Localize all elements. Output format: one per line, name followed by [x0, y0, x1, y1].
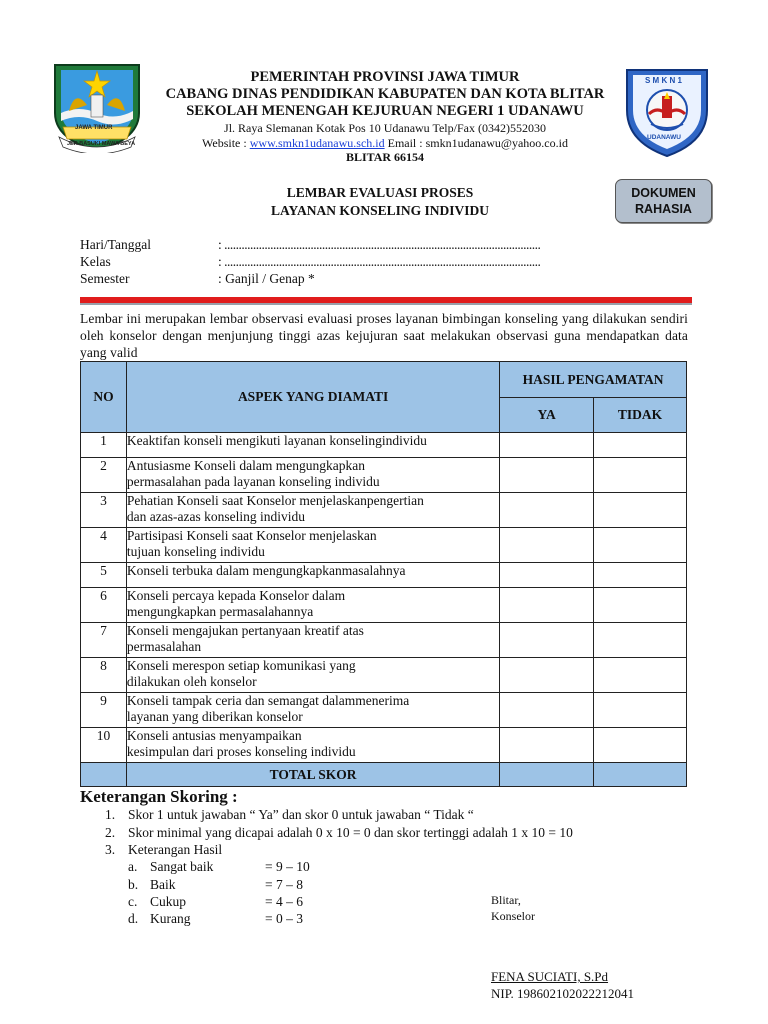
- signature-name: FENA SUCIATI, S.Pd: [491, 969, 609, 984]
- total-empty-no: [81, 763, 127, 787]
- row-aspek: [126, 563, 499, 588]
- hasil-letter-b: b.: [128, 877, 139, 892]
- row-number: 1: [81, 433, 127, 458]
- header-no: NO: [81, 362, 127, 433]
- row-ya-cell[interactable]: [500, 528, 594, 563]
- aspek-line2: tujuan konseling individu: [126, 544, 265, 559]
- header-city: BLITAR 66154: [345, 150, 425, 164]
- field-value-hari-tanggal: : ..............................................................................................................: [218, 237, 541, 252]
- document-title-line2: LAYANAN KONSELING INDIVIDU: [270, 203, 490, 218]
- field-label-kelas: Kelas: [80, 254, 111, 269]
- aspek-line1: Pehatian Konseli saat Konselor menjelaskanpengertian: [126, 493, 424, 508]
- jawa-timur-emblem-logo: [49, 61, 145, 153]
- signature-role: Konselor: [491, 909, 535, 923]
- hasil-label-d: Kurang: [150, 911, 191, 926]
- hasil-label-b: Baik: [150, 877, 176, 892]
- badge-line2: RAHASIA: [635, 202, 692, 216]
- aspek-line2: dan azas-azas konseling individu: [126, 509, 305, 524]
- field-value-semester: : Ganjil / Genap *: [218, 271, 315, 286]
- aspek-line2: permasalahan: [126, 639, 202, 654]
- table-row: [81, 693, 687, 728]
- row-number: 10: [81, 728, 127, 763]
- field-value-kelas: : ..............................................................................................................: [218, 254, 541, 269]
- row-aspek: [126, 528, 499, 563]
- row-ya-cell[interactable]: [500, 693, 594, 728]
- row-ya-cell[interactable]: [500, 728, 594, 763]
- intro-paragraph: Lembar ini merupakan lembar observasi evaluasi proses layanan bimbingan konseling yang dilakukan sendiri oleh konselor dengan menjunjung tinggi azas kejujuran saat melakukan observasi guna mendapatkan data yang valid: [80, 311, 688, 360]
- row-ya-cell[interactable]: [500, 563, 594, 588]
- table-row: [81, 588, 687, 623]
- row-aspek: [126, 623, 499, 658]
- keterangan-num-1: 1.: [105, 807, 116, 822]
- row-number: 3: [81, 493, 127, 528]
- table-row: [81, 658, 687, 693]
- row-aspek: [126, 728, 499, 763]
- evaluation-table: [80, 361, 687, 787]
- signature-place: Blitar,: [491, 893, 521, 907]
- row-tidak-cell[interactable]: [594, 658, 687, 693]
- row-number: 6: [81, 588, 127, 623]
- aspek-line1: Konseli tampak ceria dan semangat dalammenerima: [126, 693, 410, 708]
- aspek-line2: dilakukan oleh konselor: [126, 674, 257, 689]
- aspek-line1: Konseli terbuka dalam mengungkapkanmasalahnya: [126, 563, 406, 578]
- table-row: [81, 728, 687, 763]
- row-number: 7: [81, 623, 127, 658]
- table-row: [81, 458, 687, 493]
- row-aspek: [126, 658, 499, 693]
- keterangan-item-3: Keterangan Hasil: [128, 842, 223, 857]
- hasil-label-a: Sangat baik: [150, 859, 214, 874]
- keterangan-num-3: 3.: [105, 842, 116, 857]
- left-logo-motto-bottom: JER BASUKI MAWA BEYA: [67, 141, 136, 147]
- smkn1-udanawu-logo: [623, 66, 711, 158]
- row-ya-cell[interactable]: [500, 493, 594, 528]
- hasil-range-a: = 9 – 10: [265, 859, 310, 874]
- field-label-hari-tanggal: Hari/Tanggal: [80, 237, 152, 252]
- header-line-province: PEMERINTAH PROVINSI JAWA TIMUR: [250, 69, 520, 85]
- row-aspek: [126, 693, 499, 728]
- hasil-range-b: = 7 – 8: [265, 877, 303, 892]
- row-aspek: [126, 493, 499, 528]
- row-ya-cell[interactable]: [500, 658, 594, 693]
- aspek-line2: kesimpulan dari proses konseling individu: [126, 744, 356, 759]
- header-line-school-name: SEKOLAH MENENGAH KEJURUAN NEGERI 1 UDANAWU: [186, 103, 584, 119]
- total-skor-label: TOTAL SKOR: [126, 763, 499, 787]
- aspek-line1: Konseli antusias menyampaikan: [126, 728, 302, 743]
- header-ya: YA: [500, 398, 594, 433]
- email-text: Email : smkn1udanawu@yahoo.co.id: [384, 136, 568, 150]
- aspek-line2: layanan yang diberikan konselor: [126, 709, 303, 724]
- signature-nip: NIP. 198602102022212041: [491, 986, 635, 1001]
- row-tidak-cell[interactable]: [594, 528, 687, 563]
- aspek-line1: Keaktifan konseli mengikuti layanan konselingindividu: [126, 433, 427, 448]
- row-aspek: [126, 588, 499, 623]
- row-tidak-cell[interactable]: [594, 433, 687, 458]
- header-hasil-pengamatan: HASIL PENGAMATAN: [500, 362, 687, 398]
- row-number: 4: [81, 528, 127, 563]
- total-tidak-cell[interactable]: [594, 763, 687, 787]
- aspek-line1: Konseli merespon setiap komunikasi yang: [126, 658, 356, 673]
- left-logo-motto-top: JAWA TIMUR: [75, 125, 113, 131]
- row-number: 8: [81, 658, 127, 693]
- table-row: [81, 433, 687, 458]
- aspek-line1: Konseli mengajukan pertanyaan kreatif atas: [126, 623, 364, 638]
- row-number: 9: [81, 693, 127, 728]
- row-tidak-cell[interactable]: [594, 563, 687, 588]
- website-link[interactable]: www.smkn1udanawu.sch.id: [249, 136, 385, 150]
- hasil-range-c: = 4 – 6: [265, 894, 303, 909]
- header-contact: [150, 136, 620, 151]
- row-tidak-cell[interactable]: [594, 728, 687, 763]
- row-aspek: [126, 433, 499, 458]
- field-label-semester: Semester: [80, 271, 130, 286]
- table-row: [81, 493, 687, 528]
- aspek-line1: Konseli percaya kepada Konselor dalam: [126, 588, 346, 603]
- row-tidak-cell[interactable]: [594, 493, 687, 528]
- right-logo-text-bottom: UDANAWU: [647, 134, 681, 141]
- hasil-range-d: = 0 – 3: [265, 911, 303, 926]
- row-tidak-cell[interactable]: [594, 623, 687, 658]
- confidential-badge: [615, 179, 712, 223]
- header-aspek: ASPEK YANG DIAMATI: [126, 362, 499, 433]
- right-logo-text-top: S M K N 1: [645, 76, 682, 85]
- hasil-letter-a: a.: [128, 859, 138, 874]
- document-title-line1: LEMBAR EVALUASI PROSES: [286, 185, 474, 200]
- divider-grey: [80, 303, 692, 305]
- row-ya-cell[interactable]: [500, 623, 594, 658]
- table-row: [81, 563, 687, 588]
- row-ya-cell[interactable]: [500, 458, 594, 493]
- aspek-line1: Partisipasi Konseli saat Konselor menjelaskan: [126, 528, 377, 543]
- aspek-line2: permasalahan pada layanan konseling individu: [126, 474, 380, 489]
- website-label: Website :: [202, 136, 250, 150]
- aspek-line2: mengungkapkan permasalahannya: [126, 604, 314, 619]
- row-number: 2: [81, 458, 127, 493]
- keterangan-heading: Keterangan Skoring :: [80, 787, 238, 806]
- header-line-cabang-dinas: CABANG DINAS PENDIDIKAN KABUPATEN DAN KOTA BLITAR: [165, 86, 605, 102]
- table-row: [81, 528, 687, 563]
- row-ya-cell[interactable]: [500, 588, 594, 623]
- keterangan-item-1: Skor 1 untuk jawaban “ Ya” dan skor 0 untuk jawaban “ Tidak “: [128, 807, 474, 822]
- aspek-line1: Antusiasme Konseli dalam mengungkapkan: [126, 458, 365, 473]
- header-tidak: TIDAK: [594, 398, 687, 433]
- row-number: 5: [81, 563, 127, 588]
- hasil-letter-c: c.: [128, 894, 138, 909]
- row-ya-cell[interactable]: [500, 433, 594, 458]
- hasil-letter-d: d.: [128, 911, 139, 926]
- keterangan-item-2: Skor minimal yang dicapai adalah 0 x 10 = 0 dan skor tertinggi adalah 1 x 10 = 10: [128, 825, 573, 840]
- row-tidak-cell[interactable]: [594, 693, 687, 728]
- total-ya-cell[interactable]: [500, 763, 594, 787]
- badge-line1: DOKUMEN: [631, 186, 696, 200]
- row-tidak-cell[interactable]: [594, 588, 687, 623]
- table-row: [81, 623, 687, 658]
- keterangan-num-2: 2.: [105, 825, 116, 840]
- hasil-label-c: Cukup: [150, 894, 187, 909]
- header-address: Jl. Raya Slemanan Kotak Pos 10 Udanawu Telp/Fax (0342)552030: [224, 121, 546, 135]
- row-aspek: [126, 458, 499, 493]
- row-tidak-cell[interactable]: [594, 458, 687, 493]
